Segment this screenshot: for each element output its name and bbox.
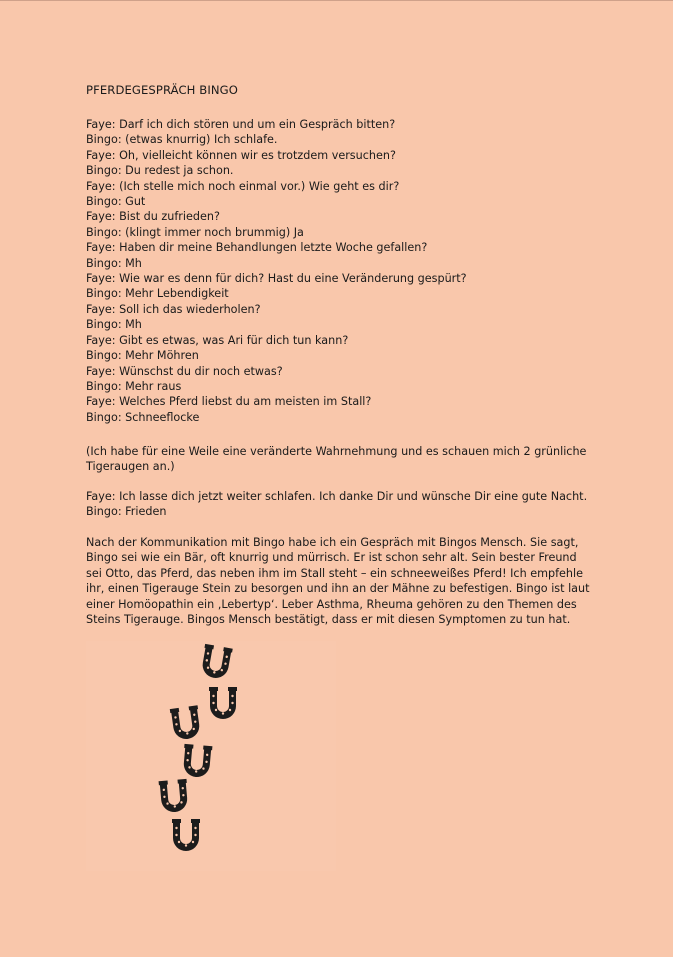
horseshoe-icon (170, 705, 202, 741)
summary-paragraph: Nach der Kommunikation mit Bingo habe ich ein Gespräch mit Bingos Mensch. Sie sagt, Bingo sei wie ein Bär, oft knurrig und mürrisch. Er ist schon sehr alt. Sein bester Freund sei Otto, das Pferd, das neben ihm im Stall steht – ein schneeweißes Pferd! Ich empfehle ihr, einen Tigerauge Stein zu besorgen und ihn an der Mähne zu befestigen. Bingo ist laut einer Homöopathin ein ‚Lebertyp‘. Leber Asthma, Rheuma gehören zu den Themen des Steins Tigerauge. Bingos Mensch bestätigt, dass er mit diesen Symptomen zu tun hat. (86, 536, 590, 627)
document-title: PFERDEGESPRÄCH BINGO (86, 83, 238, 97)
horseshoe-icon (159, 779, 190, 813)
dialogue-line: Faye: Wie war es denn für dich? Hast du eine Veränderung gespürt? (86, 272, 467, 286)
horseshoe-tracks-artwork (86, 641, 336, 871)
closing-dialogue (86, 489, 587, 520)
dialogue-line: Faye: Soll ich das wiederholen? (86, 302, 261, 316)
dialogue-line: Bingo: Mh (86, 256, 142, 270)
dialogue-line: Bingo: (klingt immer noch brummig) Ja (86, 225, 304, 239)
dialogue-line: Bingo: Mehr Möhren (86, 349, 199, 363)
dialogue-line: Faye: Wünschst du dir noch etwas? (86, 364, 283, 378)
dialogue-line: Faye: Oh, vielleicht können wir es trotzdem versuchen? (86, 148, 396, 162)
dialogue-line: Faye: Darf ich dich stören und um ein Gespräch bitten? (86, 118, 396, 131)
dialogue-line: Faye: Gibt es etwas, was Ari für dich tun kann? (86, 333, 349, 347)
horseshoe-tracks-svg (86, 641, 336, 871)
dialogue-line: Bingo: Frieden (86, 505, 167, 519)
dialogue-line: Faye: Bist du zufrieden? (86, 210, 220, 224)
horseshoe-icon (172, 819, 200, 851)
dialogue-line: Bingo: (etwas knurrig) Ich schlafe. (86, 133, 278, 147)
horseshoe-icon (209, 687, 237, 719)
horseshoe-icon (182, 744, 213, 778)
horseshoe-icon (200, 644, 233, 680)
dialogue-line: Bingo: Mehr Lebendigkeit (86, 287, 229, 301)
dialogue-line: Bingo: Schneeflocke (86, 410, 200, 424)
dialogue-line: Faye: Welches Pferd liebst du am meisten im Stall? (86, 395, 372, 409)
dialogue-line: Faye: Haben dir meine Behandlungen letzte Woche gefallen? (86, 241, 428, 255)
dialogue-line: Bingo: Gut (86, 195, 146, 209)
perception-note: (Ich habe für eine Weile eine veränderte Wahrnehmung und es schauen mich 2 grünliche Tigeraugen an.) (86, 445, 587, 474)
dialogue-line: Bingo: Mehr raus (86, 379, 182, 393)
dialogue-line: Bingo: Du redest ja schon. (86, 164, 234, 178)
dialogue-line: Faye: (Ich stelle mich noch einmal vor.) Wie geht es dir? (86, 179, 400, 193)
dialogue-line: Bingo: Mh (86, 318, 142, 332)
dialogue-line: Faye: Ich lasse dich jetzt weiter schlafen. Ich danke Dir und wünsche Dir eine gute Nacht. (86, 490, 588, 503)
dialogue-block (86, 117, 586, 425)
